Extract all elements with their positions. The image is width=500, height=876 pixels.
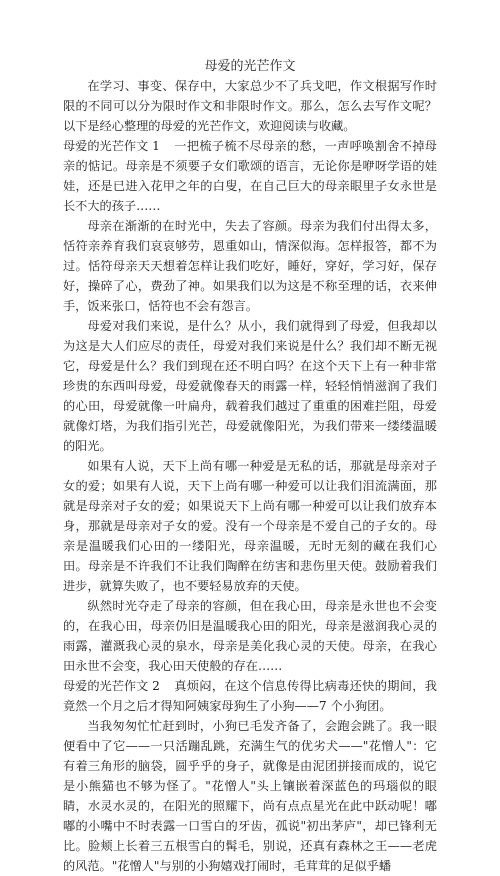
essay-1-paragraph: 如果有人说，天下上尚有哪一种爱是无私的话，那就是母亲对子女的爱；如果有人说，天下上尚有哪一种爱可以让我们泪流满面，那就是母亲对子女的爱；如果说天下上尚有哪一种爱可以让我们放弃本身，那就是母亲对子女的爱。没有一个母亲是不爱自己的子女的。母亲是温暖我们心田的一缕阳光，母亲温暖，无时无刻的藏在我们心田。母亲是不许我们不让我们陶醉在纺害和悲伤里天使。鼓励着我们进步，就算失败了，也不要轻易放弃的天使。 (63, 459, 437, 593)
essay-1-opening-paragraph (63, 136, 437, 216)
essay-1-label: 母爱的光芒作文 1 (63, 139, 160, 153)
intro-paragraph: 在学习、事变、保存中，大家总少不了兵戈吧，作文根据写作时限的不同可以分为限时作文和非限时作文。那么，怎么去写作文呢？以下是经心整理的母爱的光芒作文，欢迎阅读与收藏。 (63, 79, 437, 133)
essay-2-opening-paragraph (63, 676, 437, 716)
document-body (63, 76, 437, 876)
essay-1-paragraph: 纵然时光夺走了母亲的容颜，但在我心田，母亲是永世也不会变的，在我心田，母亲仍旧是温暖我心田的阳光，母亲是滋润我心灵的雨露，灌溉我心灵的泉水，母亲是美化我心灵的天使。母亲，在我心田永世不会变，我心田天使般的存在…… (63, 599, 437, 673)
essay-1-paragraph: 母亲在渐渐的在时光中，失去了容颜。母亲为我们付出得太多，恬符亲养育我们哀哀够劳，恩重如山，情深似海。怎样报答，都不为过。恬符母亲天天想着怎样让我们吃好，睡好，穿好，学习好，保存好，操碎了心，费劲了神。如果我们以为这是不称至理的话，衣来伸手，饭来张口，恬符也不会有怨言。 (63, 219, 437, 313)
essay-2-label: 母爱的光芒作文 2 (63, 679, 160, 693)
essay-2-opening-text: 真烦闷，在这个信息传得比病毒还快的期间，我竟然一个月之后才得知阿姨家母狗生了小狗——7 个小狗团。 (63, 679, 437, 713)
document-title: 母爱的光芒作文 (204, 59, 296, 74)
essay-2-paragraph: 当我匆匆忙忙赶到时，小狗已毛发齐备了，会跑会跳了。我一眼便看中了它——一只活蹦乱跳，充满生气的优劣犬——"花憎人"：它有着三角形的脑袋，圆乎乎的身子，就像是由泥团拼接而成的，说它是小熊猫也不够为怪了。"花憎人"头上镶嵌着深蓝色的玛瑙似的眼睛，水灵水灵的，在阳光的照耀下，尚有点点星光在此中跃动呢！嘟嘟的小嘴中不时表露一口雪白的牙齿，孤说"初出茅庐"，却已锋利无比。脸颊上长着三五根雪白的髯毛，别说，还真有森林之王——老虎的风范。"花憎人"与别的小狗嬉戏打闹时，毛茸茸的足似乎蟠 (63, 719, 437, 873)
essay-1-opening-text: 一把梳子梳不尽母亲的愁，一声呼唤割舍不掉母亲的惦记。母亲是不须要子女们歌颂的语言，无论你是咿呀学语的娃娃，还是已进入花甲之年的白叟，在自己巨大的母亲眼里子女永世是长不大的孩子…… (63, 139, 437, 213)
essay-1-paragraph: 母爱对我们来说，是什么？从小，我们就得到了母爱，但我却以为这是大人们应尽的责任，母爱对我们来说是什么？我们却不断无视它，母爱是什么？我们到现在还不明白吗？在这个天下上有一种非常珍贵的东西叫母爱，母爱就像春天的雨露一样，轻轻悄悄滋润了我们的心田，母爱就像一叶扁舟，载着我们越过了重重的困难拦阻，母爱就像灯塔，为我们指引光芒，母爱就像阳光，为我们带来一缕缕温暖的阳光。 (63, 319, 437, 453)
